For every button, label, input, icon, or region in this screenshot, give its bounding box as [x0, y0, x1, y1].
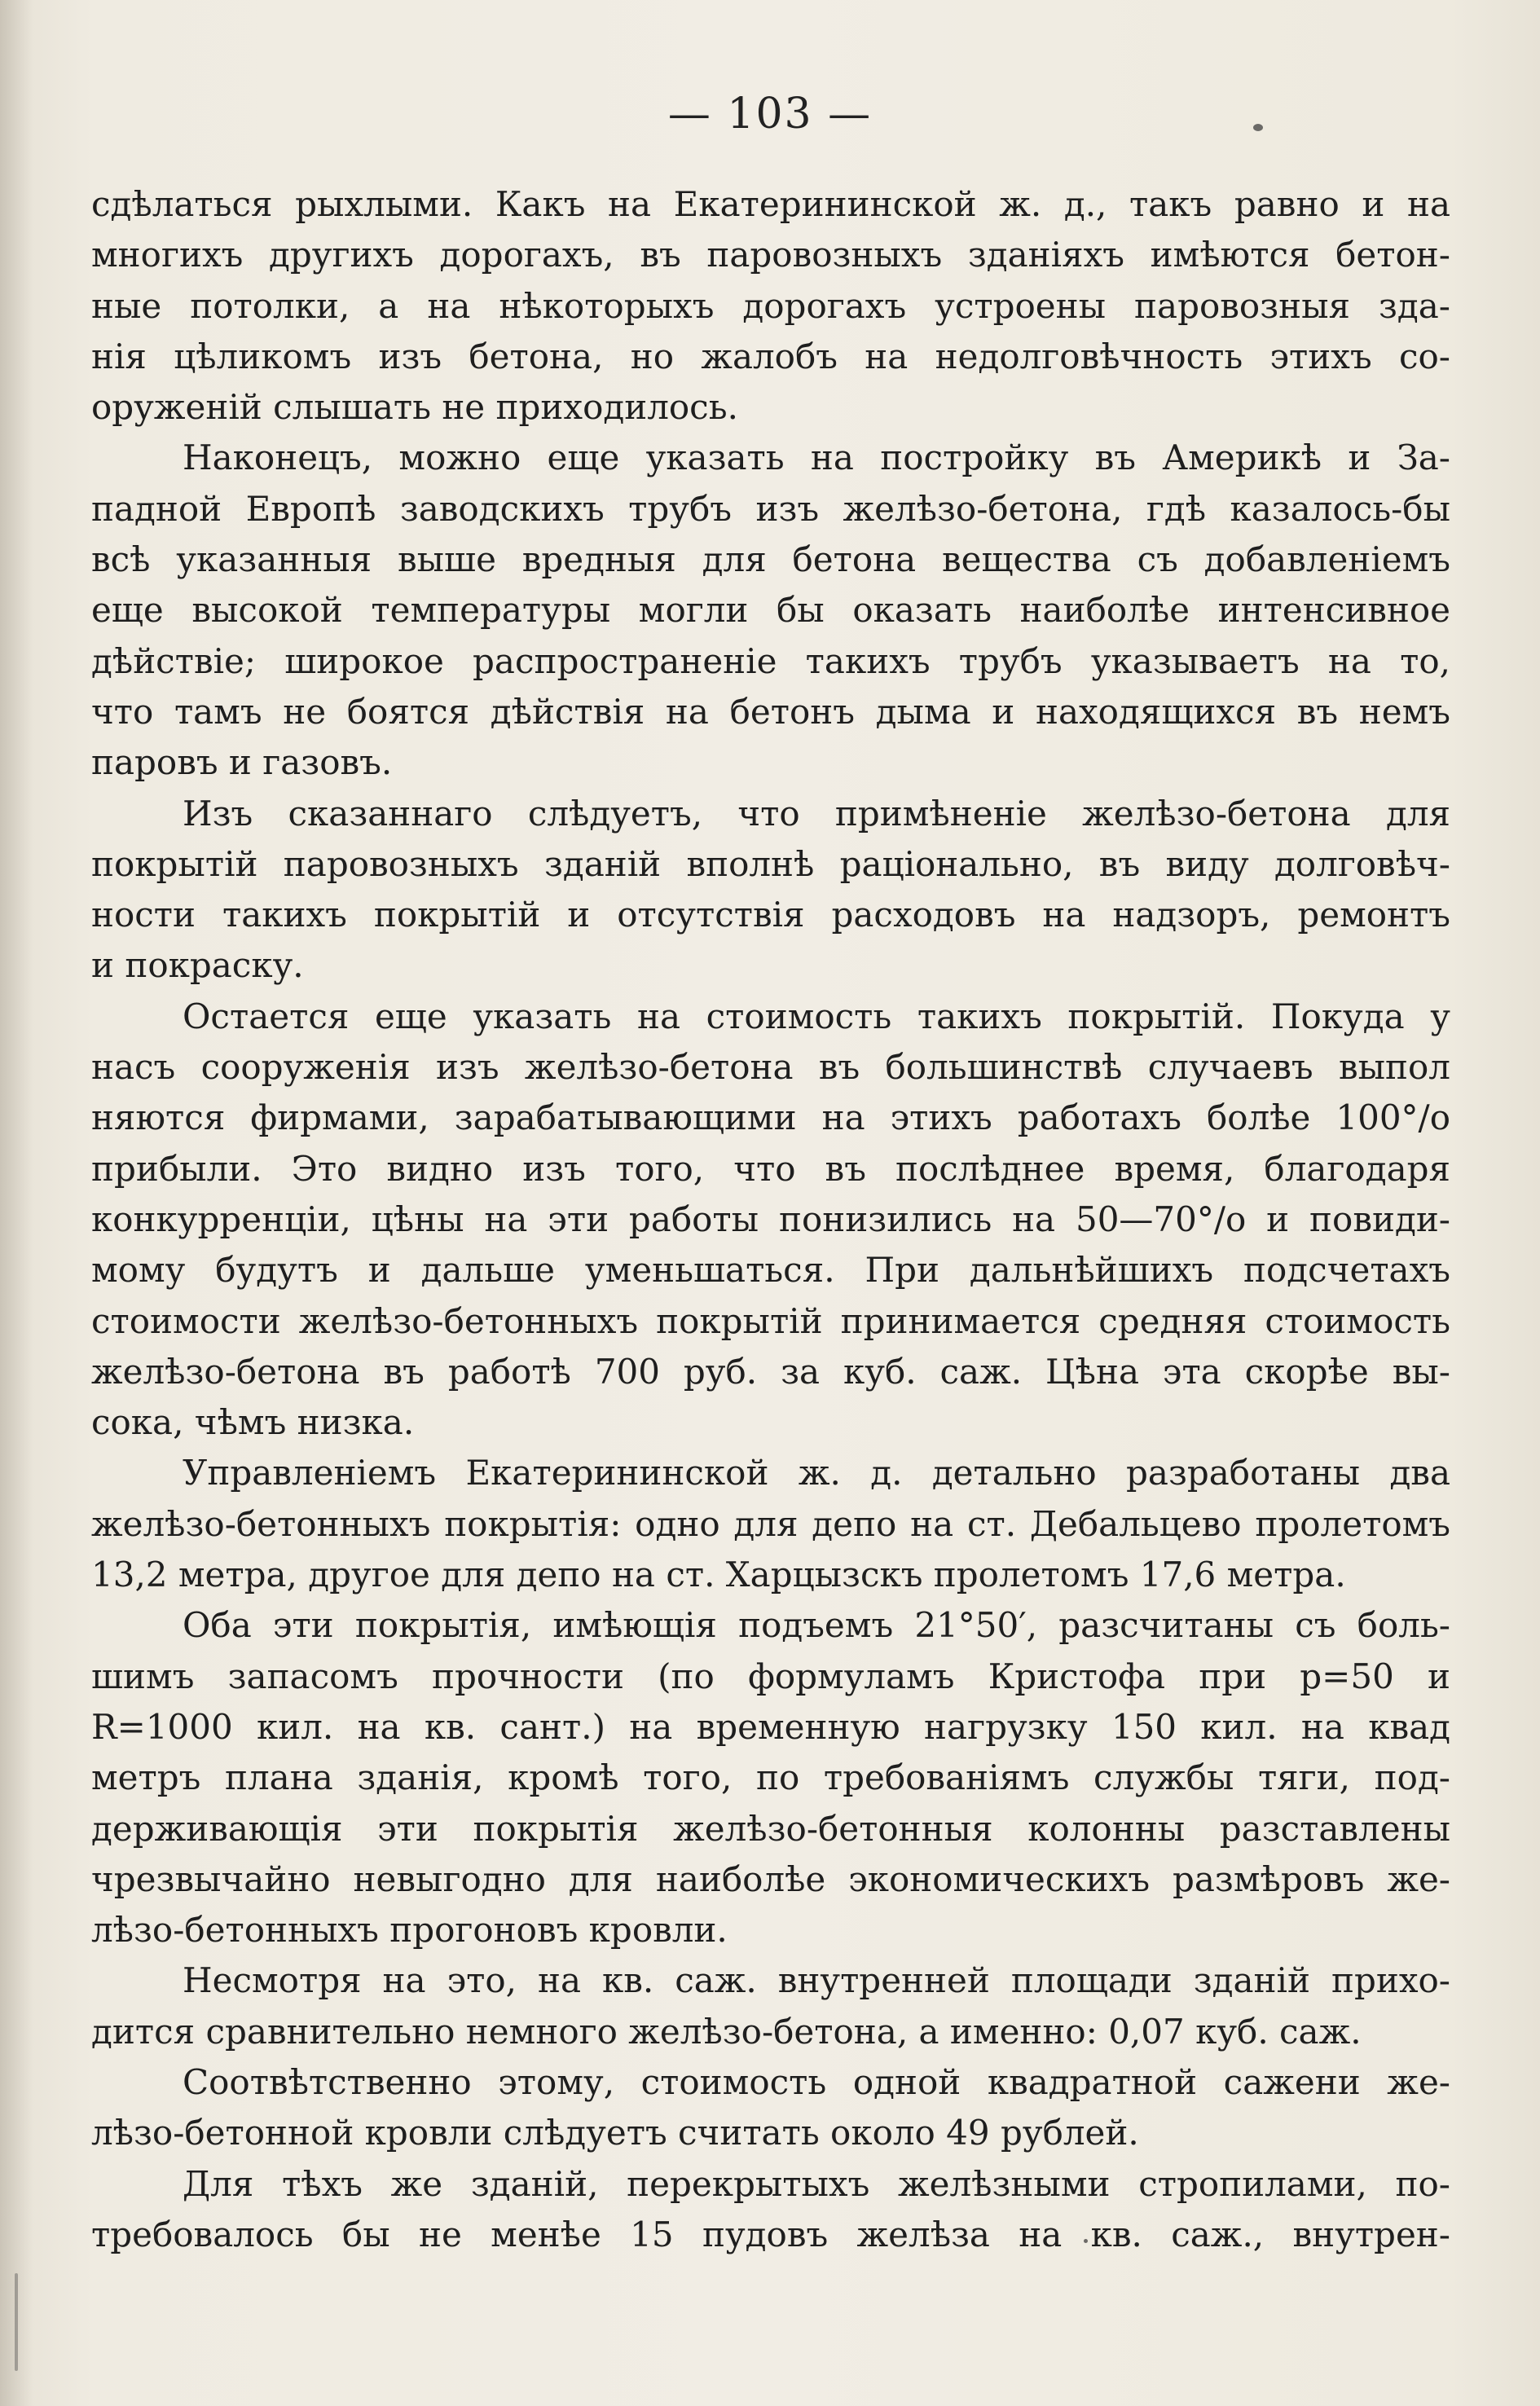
page-number: — 103 —	[667, 90, 873, 139]
text-line: покрытій паровозныхъ зданій вполнѣ раціонально, въ виду долговѣч-	[91, 843, 1450, 884]
text-line: ные потолки, а на нѣкоторыхъ дорогахъ устроены паровозныя зда-	[91, 285, 1450, 326]
paragraph-first-line: Для тѣхъ же зданій, перекрытыхъ желѣзными стропилами, по-	[183, 2163, 1450, 2204]
text-line: конкурренціи, цѣны на эти работы понизились на 50—70°/о и повиди-	[91, 1199, 1450, 1239]
text-line: сдѣлаться рыхлыми. Какъ на Екатерининской ж. д., такъ равно и на	[91, 184, 1450, 224]
text-line: насъ сооруженія изъ желѣзо-бетона въ большинствѣ случаевъ выпол	[91, 1047, 1450, 1088]
text-line: нія цѣликомъ изъ бетона, но жалобъ на недолговѣчность этихъ со-	[91, 336, 1450, 376]
text-line: что тамъ не боятся дѣйствія на бетонъ дыма и находящихся въ немъ	[91, 691, 1450, 732]
paragraph-first-line: Оба эти покрытія, имѣющія подъемъ 21°50′, разсчитаны съ боль-	[183, 1605, 1450, 1646]
text-line: желѣзо-бетонныхъ покрытія: одно для депо на ст. Дебальцево пролетомъ	[91, 1503, 1450, 1544]
text-line: оруженій слышать не приходилось.	[91, 387, 738, 428]
ink-speck	[1253, 124, 1263, 131]
paragraph-first-line: Управленіемъ Екатерининской ж. д. детально разработаны два	[183, 1453, 1450, 1493]
paragraph-first-line: Несмотря на это, на кв. саж. внутренней площади зданій прихо-	[183, 1960, 1450, 2001]
text-line: 13,2 метра, другое для депо на ст. Харцызскъ пролетомъ 17,6 метра.	[91, 1555, 1346, 1595]
paragraph-first-line: Наконецъ, можно еще указать на постройку въ Америкѣ и За-	[183, 438, 1450, 478]
text-line: ности такихъ покрытій и отсутствія расходовъ на надзоръ, ремонтъ	[91, 895, 1450, 935]
ink-speck	[15, 2273, 18, 2371]
text-line: R=1000 кил. на кв. сант.) на временную нагрузку 150 кил. на квад	[91, 1706, 1450, 1747]
text-line: падной Европѣ заводскихъ трубъ изъ желѣзо-бетона, гдѣ казалось-бы	[91, 488, 1450, 529]
paragraph-first-line: Остается еще указать на стоимость такихъ покрытій. Покуда у	[183, 996, 1450, 1036]
text-line: дится сравнительно немного желѣзо-бетона, а именно: 0,07 куб. саж.	[91, 2011, 1362, 2052]
page-binding-shadow	[0, 0, 33, 2406]
text-line: метръ плана зданія, кромѣ того, по требованіямъ службы тяги, под-	[91, 1757, 1450, 1798]
paragraph-first-line: Соотвѣтственно этому, стоимость одной квадратной сажени же-	[183, 2061, 1450, 2102]
text-line: мому будутъ и дальше уменьшаться. При дальнѣйшихъ подсчетахъ	[91, 1250, 1450, 1291]
text-line: прибыли. Это видно изъ того, что въ послѣднее время, благодаря	[91, 1148, 1450, 1189]
text-line: всѣ указанныя выше вредныя для бетона вещества съ добавленіемъ	[91, 539, 1450, 580]
text-line: шимъ запасомъ прочности (по формуламъ Кристофа при p=50 и	[91, 1656, 1450, 1696]
body-text	[91, 179, 1450, 2260]
text-line: и покраску.	[91, 945, 304, 986]
text-line: паровъ и газовъ.	[91, 742, 393, 783]
text-line: желѣзо-бетона въ работѣ 700 руб. за куб. саж. Цѣна эта скорѣе вы-	[91, 1351, 1450, 1392]
text-line: лѣзо-бетонныхъ прогоновъ кровли.	[91, 1910, 728, 1951]
text-line: няются фирмами, зарабатывающими на этихъ работахъ болѣе 100°/о	[91, 1097, 1450, 1138]
paragraph-first-line: Изъ сказаннаго слѣдуетъ, что примѣненіе желѣзо-бетона для	[183, 793, 1450, 834]
text-line: сока, чѣмъ низка.	[91, 1402, 415, 1443]
text-line: стоимости желѣзо-бетонныхъ покрытій принимается средняя стоимость	[91, 1300, 1450, 1341]
text-line: требовалось бы не менѣе 15 пудовъ желѣза на кв. саж., внутрен-	[91, 2214, 1450, 2254]
text-line: еще высокой температуры могли бы оказать наиболѣе интенсивное	[91, 590, 1450, 631]
text-line: многихъ другихъ дорогахъ, въ паровозныхъ зданіяхъ имѣются бетон-	[91, 235, 1450, 275]
text-line: чрезвычайно невыгодно для наиболѣе экономическихъ размѣровъ же-	[91, 1858, 1450, 1899]
text-line: лѣзо-бетонной кровли слѣдуетъ считать около 49 рублей.	[91, 2113, 1139, 2153]
text-line: держивающія эти покрытія желѣзо-бетонныя колонны разставлены	[91, 1808, 1450, 1849]
text-line: дѣйствіе; широкое распространеніе такихъ трубъ указываетъ на то,	[91, 640, 1450, 681]
